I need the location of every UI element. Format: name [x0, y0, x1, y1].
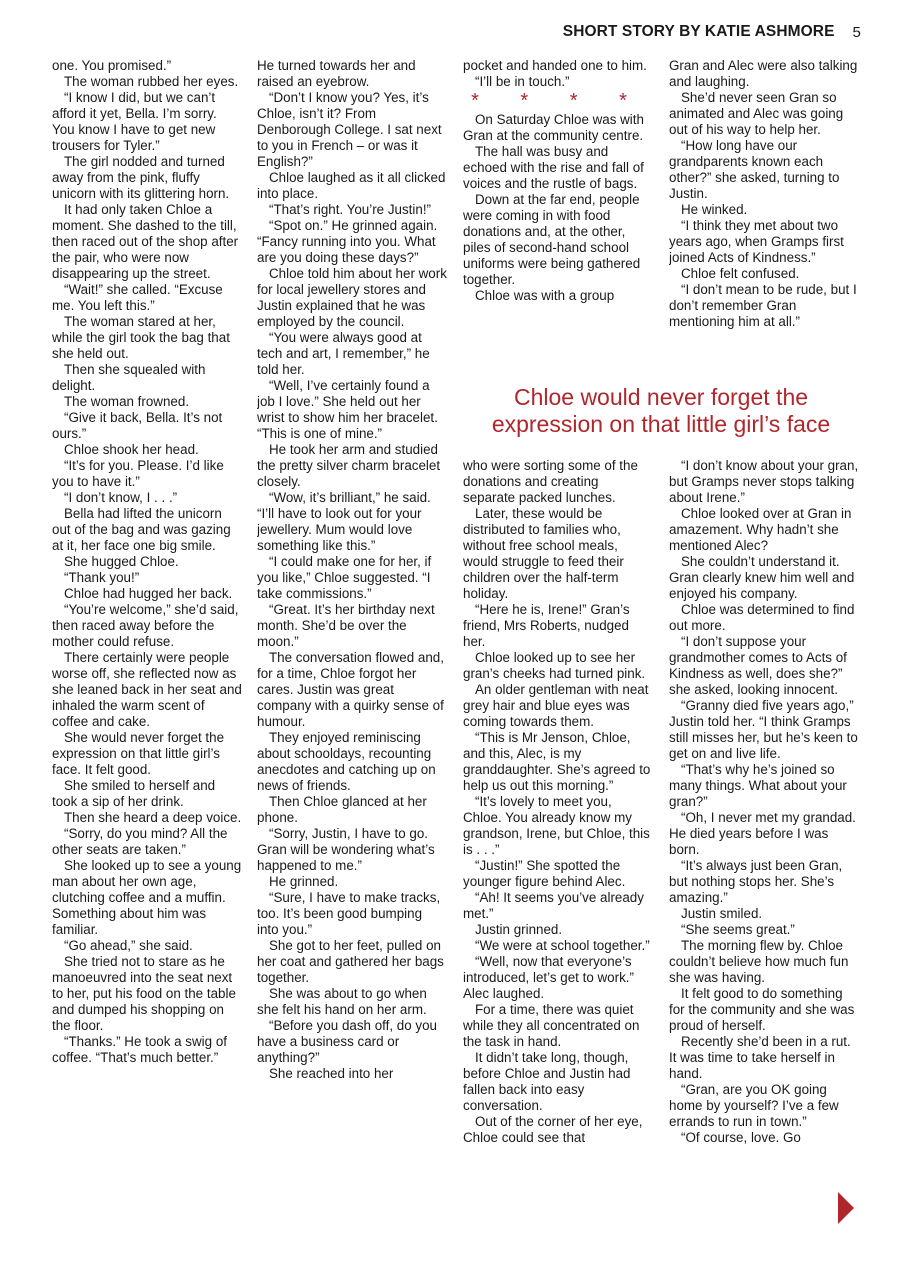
paragraph: “I know I did, but we can’t afford it yet, Bella. I’m sorry. You know I have to get new trousers for Tyler.” [52, 90, 217, 153]
column-3-bottom [463, 458, 653, 1228]
paragraph: “Sure, I have to make tracks, too. It’s been good bumping into you.” [257, 890, 441, 937]
paragraph: Down at the far end, people were coming in with food donations and, at the other, piles of second-hand school uniforms were being gathered together. [463, 192, 641, 287]
paragraph: Chloe was determined to find out more. [669, 602, 855, 633]
paragraph: She reached into her [269, 1066, 394, 1081]
paragraph: She hugged Chloe. [64, 554, 179, 569]
paragraph: “Wait!” she called. “Excuse me. You left this.” [52, 282, 223, 313]
paragraph: The morning flew by. Chloe couldn’t believe how much fun she was having. [669, 938, 849, 985]
paragraph: “Before you dash off, do you have a business card or anything?” [257, 1018, 437, 1065]
paragraph: “Thank you!” [64, 570, 140, 585]
paragraph: “Well, I’ve certainly found a job I love.” She held out her wrist to show him her bracelet. “This is one of mine.” [257, 378, 438, 441]
paragraph: Chloe felt confused. [681, 266, 800, 281]
pull-quote: Chloe would never forget the expression on that little girl’s face [491, 384, 831, 437]
paragraph: It had only taken Chloe a moment. She dashed to the till, then raced out of the shop after the pair, who were now disappearing up the street. [52, 202, 239, 281]
paragraph: On Saturday Chloe was with Gran at the community centre. [463, 112, 644, 143]
column-2 [257, 58, 447, 1228]
paragraph: “Spot on.” He grinned again. “Fancy running into you. What are you doing these days?” [257, 218, 438, 265]
scene-separator: * * * * [471, 90, 645, 112]
paragraph: The woman rubbed her eyes. [64, 74, 239, 89]
paragraph: It didn’t take long, though, before Chloe and Justin had fallen back into easy conversation. [463, 1050, 631, 1113]
paragraph: “Sorry, Justin, I have to go. Gran will be wondering what’s happened to me.” [257, 826, 435, 873]
paragraph: Chloe shook her head. [64, 442, 199, 457]
paragraph: “Ah! It seems you’ve already met.” [463, 890, 644, 921]
paragraph: It felt good to do something for the community and she was proud of herself. [669, 986, 855, 1033]
paragraph: Then she squealed with delight. [52, 362, 206, 393]
paragraph: “How long have our grandparents known each other?” she asked, turning to Justin. [669, 138, 840, 201]
paragraph: Out of the corner of her eye, Chloe could see that [463, 1114, 643, 1145]
paragraph: “You’re welcome,” she’d said, then raced away before the mother could refuse. [52, 602, 239, 649]
paragraph: “Go ahead,” she said. [64, 938, 193, 953]
paragraph: Chloe looked over at Gran in amazement. Why hadn’t she mentioned Alec? [669, 506, 852, 553]
paragraph: She looked up to see a young man about her own age, clutching coffee and a muffin. Something about him was familiar. [52, 858, 242, 937]
paragraph: “You were always good at tech and art, I remember,” he told her. [257, 330, 430, 377]
story-title: SHORT STORY BY KATIE ASHMORE [562, 23, 835, 40]
paragraph: “Well, now that everyone’s introduced, let’s get to work.” Alec laughed. [463, 954, 634, 1001]
paragraph: Then she heard a deep voice. [64, 810, 242, 825]
paragraph: He winked. [681, 202, 748, 217]
paragraph: “Granny died five years ago,” Justin told her. “I think Gramps still misses her, but he’s keen to get on and live life. [669, 698, 858, 761]
paragraph: “Wow, it’s brilliant,” he said. “I’ll have to look out for your jewellery. Mum would love something like this.” [257, 490, 431, 553]
paragraph: Justin smiled. [681, 906, 763, 921]
paragraph: “Great. It’s her birthday next month. She’d be over the moon.” [257, 602, 435, 649]
paragraph: She’d never seen Gran so animated and Alec was going out of his way to help her. [669, 90, 844, 137]
paragraph: “She seems great.” [681, 922, 795, 937]
next-page-triangle-icon [838, 1192, 854, 1224]
paragraph: An older gentleman with neat grey hair and blue eyes was coming towards them. [463, 682, 649, 729]
paragraph: “I don’t know, I . . .” [64, 490, 178, 505]
paragraph: “Justin!” She spotted the younger figure behind Alec. [463, 858, 626, 889]
column-1 [52, 58, 242, 1228]
paragraph: There certainly were people worse off, she reflected now as she leaned back in her seat and inhaled the warm scent of coffee and cake. [52, 650, 242, 729]
paragraph: Chloe looked up to see her gran’s cheeks had turned pink. [463, 650, 646, 681]
paragraph: one. You promised.” [52, 58, 172, 73]
paragraph: For a time, there was quiet while they all concentrated on the task in hand. [463, 1002, 640, 1049]
paragraph: Bella had lifted the unicorn out of the bag and was gazing at it, her face one big smile. [52, 506, 231, 553]
paragraph: The hall was busy and echoed with the rise and fall of voices and the rustle of bags. [463, 144, 644, 191]
paragraph: “Don’t I know you? Yes, it’s Chloe, isn’t it? From Denborough College. I sat next to you in French – or was it English?” [257, 90, 442, 169]
paragraph: She would never forget the expression on that little girl’s face. It felt good. [52, 730, 225, 777]
paragraph: “This is Mr Jenson, Chloe, and this, Alec, is my granddaughter. She’s agreed to help us out this morning.” [463, 730, 651, 793]
paragraph: “That’s right. You’re Justin!” [269, 202, 432, 217]
paragraph: “Here he is, Irene!” Gran’s friend, Mrs Roberts, nudged her. [463, 602, 630, 649]
paragraph: “I think they met about two years ago, when Gramps first joined Acts of Kindness.” [669, 218, 844, 265]
paragraph: “I don’t suppose your grandmother comes to Acts of Kindness as well, does she?” she asked, looking innocent. [669, 634, 847, 697]
paragraph: Gran and Alec were also talking and laughing. [669, 58, 858, 89]
paragraph: He grinned. [269, 874, 339, 889]
paragraph: Chloe was with a group [475, 288, 615, 303]
paragraph: “Of course, love. Go [681, 1130, 801, 1145]
page-number: 5 [852, 23, 861, 41]
paragraph: The girl nodded and turned away from the pink, fluffy unicorn with its glittering horn. [52, 154, 230, 201]
paragraph: He took her arm and studied the pretty silver charm bracelet closely. [257, 442, 441, 489]
column-4-top [669, 58, 859, 368]
column-4-bottom [669, 458, 859, 1228]
paragraph: “I don’t know about your gran, but Gramps never stops talking about Irene.” [669, 458, 859, 505]
paragraph: Recently she’d been in a rut. It was time to take herself in hand. [669, 1034, 851, 1081]
paragraph: “I could make one for her, if you like,” Chloe suggested. “I take commissions.” [257, 554, 432, 601]
paragraph: Chloe told him about her work for local jewellery stores and Justin explained that he was employed by the council. [257, 266, 447, 329]
paragraph: She got to her feet, pulled on her coat and gathered her bags together. [257, 938, 444, 985]
paragraph: “Thanks.” He took a swig of coffee. “That’s much better.” [52, 1034, 227, 1065]
paragraph: “It’s lovely to meet you, Chloe. You already know my grandson, Irene, but Chloe, this is . . .” [463, 794, 650, 857]
paragraph: She couldn’t understand it. Gran clearly knew him well and enjoyed his company. [669, 554, 855, 601]
paragraph: Chloe laughed as it all clicked into place. [257, 170, 446, 201]
paragraph: who were sorting some of the donations and creating separate packed lunches. [463, 458, 638, 505]
paragraph: “It’s for you. Please. I’d like you to have it.” [52, 458, 224, 489]
paragraph: “That’s why he’s joined so many things. What about your gran?” [669, 762, 847, 809]
paragraph: “Gran, are you OK going home by yourself? I’ve a few errands to run in town.” [669, 1082, 839, 1129]
paragraph: Justin grinned. [475, 922, 563, 937]
paragraph: “I don’t mean to be rude, but I don’t remember Gran mentioning him at all.” [669, 282, 857, 329]
column-3-top [463, 58, 653, 368]
paragraph: Then Chloe glanced at her phone. [257, 794, 427, 825]
paragraph: “We were at school together.” [475, 938, 650, 953]
paragraph: She was about to go when she felt his hand on her arm. [257, 986, 427, 1017]
paragraph: He turned towards her and raised an eyebrow. [257, 58, 416, 89]
paragraph: She tried not to stare as he manoeuvred into the seat next to her, put his food on the table and dumped his shopping on the floor. [52, 954, 236, 1033]
page-header [563, 20, 861, 44]
paragraph: “Oh, I never met my grandad. He died years before I was born. [669, 810, 856, 857]
paragraph: Chloe had hugged her back. [64, 586, 233, 601]
paragraph: The woman frowned. [64, 394, 190, 409]
paragraph: She smiled to herself and took a sip of her drink. [52, 778, 216, 809]
paragraph: The conversation flowed and, for a time, Chloe forgot her cares. Justin was great company with a quirky sense of humour. [257, 650, 444, 729]
paragraph: pocket and handed one to him. [463, 58, 647, 73]
paragraph: “It’s always just been Gran, but nothing stops her. She’s amazing.” [669, 858, 843, 905]
paragraph: “Give it back, Bella. It’s not ours.” [52, 410, 223, 441]
paragraph: “I’ll be in touch.” [475, 74, 570, 89]
paragraph: Later, these would be distributed to families who, without free school meals, would struggle to feed their children over the half-term holiday. [463, 506, 624, 601]
paragraph: They enjoyed reminiscing about schooldays, recounting anecdotes and catching up on news of friends. [257, 730, 436, 793]
paragraph: The woman stared at her, while the girl took the bag that she held out. [52, 314, 230, 361]
paragraph: “Sorry, do you mind? All the other seats are taken.” [52, 826, 228, 857]
